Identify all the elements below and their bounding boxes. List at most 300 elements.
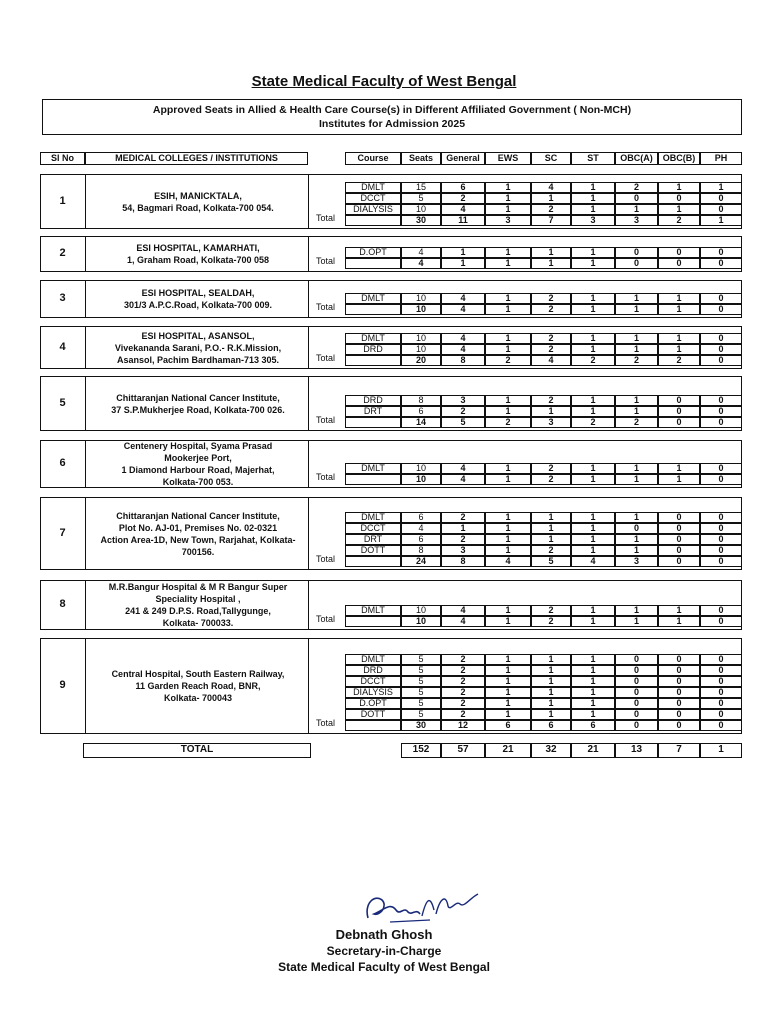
column-divider (308, 376, 309, 431)
course-row (345, 534, 742, 545)
cell-st: 1 (571, 344, 615, 355)
cell-ph: 0 (700, 293, 742, 304)
cell-course: DRD (345, 665, 401, 676)
total-cell-obc-b: 0 (658, 258, 700, 269)
total-cell-st: 2 (571, 417, 615, 428)
institution-name-line: Plot No. AJ-01, Premises No. 02-0321 (118, 522, 278, 533)
total-cell-sc: 2 (531, 304, 571, 315)
cell-course: DOTT (345, 709, 401, 720)
cell-obc-b: 1 (658, 463, 700, 474)
total-cell-ph: 0 (700, 616, 742, 627)
total-label: Total (316, 718, 336, 728)
course-row (345, 395, 742, 406)
cell-course: DIALYSIS (345, 204, 401, 215)
cell-obc-a: 0 (615, 523, 658, 534)
total-cell-general: 5 (441, 417, 485, 428)
cell-obc-b: 0 (658, 193, 700, 204)
cell-general: 4 (441, 204, 485, 215)
total-cell-seats: 20 (401, 355, 441, 366)
total-cell-obc-a: 2 (615, 355, 658, 366)
total-cell-obc-b: 2 (658, 355, 700, 366)
cell-obc-a: 0 (615, 654, 658, 665)
total-row (345, 474, 742, 485)
grand-total-seats: 152 (401, 743, 441, 758)
cell-ews: 1 (485, 344, 531, 355)
cell-obc-b: 1 (658, 344, 700, 355)
serial-number: 7 (59, 526, 66, 539)
total-cell-st: 3 (571, 215, 615, 226)
cell-seats: 4 (401, 247, 441, 258)
course-row (345, 182, 742, 193)
course-row (345, 247, 742, 258)
header-course: Course (345, 152, 401, 165)
column-divider (85, 638, 86, 734)
cell-course: DMLT (345, 293, 401, 304)
column-divider (308, 326, 309, 369)
column-divider (308, 174, 309, 229)
total-label: Total (316, 554, 336, 564)
cell-ph: 1 (700, 182, 742, 193)
cell-st: 1 (571, 293, 615, 304)
total-cell-obc-a: 0 (615, 258, 658, 269)
cell-ews: 1 (485, 512, 531, 523)
total-label: Total (316, 256, 336, 266)
cell-obc-a: 0 (615, 193, 658, 204)
total-label: Total (316, 353, 336, 363)
cell-obc-a: 1 (615, 512, 658, 523)
course-row (345, 523, 742, 534)
institution-name-line: Kolkata- 700043 (163, 693, 233, 703)
total-cell-obc-b: 0 (658, 556, 700, 567)
cell-ews: 1 (485, 293, 531, 304)
total-cell-general: 4 (441, 616, 485, 627)
cell-course (345, 556, 401, 567)
cell-ews: 1 (485, 406, 531, 417)
total-cell-sc: 5 (531, 556, 571, 567)
cell-obc-a: 0 (615, 687, 658, 698)
institution-name-line: 37 S.P.Mukherjee Road, Kolkata-700 026. (111, 404, 285, 415)
cell-obc-a: 1 (615, 204, 658, 215)
serial-number: 8 (59, 598, 66, 610)
cell-seats: 8 (401, 545, 441, 556)
course-row (345, 605, 742, 616)
cell-ph: 0 (700, 665, 742, 676)
cell-ews: 1 (485, 463, 531, 474)
total-cell-seats: 10 (401, 616, 441, 627)
header-obc-a: OBC(A) (615, 152, 658, 165)
total-cell-ph: 0 (700, 556, 742, 567)
institution-name-line: Mookerjee Port, (164, 453, 232, 463)
cell-seats: 10 (401, 204, 441, 215)
cell-seats: 15 (401, 182, 441, 193)
cell-sc: 2 (531, 463, 571, 474)
cell-ews: 1 (485, 182, 531, 193)
total-cell-ews: 2 (485, 417, 531, 428)
cell-obc-b: 0 (658, 687, 700, 698)
header-seats: Seats (401, 152, 441, 165)
cell-obc-b: 1 (658, 605, 700, 616)
total-cell-general: 4 (441, 474, 485, 485)
cell-course: DCCT (345, 676, 401, 687)
cell-course (345, 474, 401, 485)
total-cell-seats: 10 (401, 304, 441, 315)
cell-ph: 0 (700, 406, 742, 417)
institution-name-line: ESI HOSPITAL, KAMARHATI, (136, 243, 260, 253)
total-row (345, 258, 742, 269)
total-row (345, 720, 742, 731)
cell-general: 2 (441, 665, 485, 676)
total-cell-sc: 4 (531, 355, 571, 366)
total-cell-seats: 4 (401, 258, 441, 269)
cell-seats: 5 (401, 698, 441, 709)
column-divider (85, 580, 86, 630)
cell-ph: 0 (700, 344, 742, 355)
total-cell-general: 8 (441, 556, 485, 567)
header-general: General (441, 152, 485, 165)
course-row (345, 709, 742, 720)
cell-general: 2 (441, 193, 485, 204)
cell-obc-b: 0 (658, 665, 700, 676)
grand-total-obc-a: 13 (615, 743, 658, 758)
cell-st: 1 (571, 204, 615, 215)
total-cell-st: 1 (571, 474, 615, 485)
grand-total-st: 21 (571, 743, 615, 758)
total-cell-general: 1 (441, 258, 485, 269)
cell-ews: 1 (485, 523, 531, 534)
cell-ph: 0 (700, 333, 742, 344)
cell-course (345, 258, 401, 269)
cell-sc: 1 (531, 687, 571, 698)
cell-st: 1 (571, 463, 615, 474)
cell-st: 1 (571, 654, 615, 665)
institution-name-line: Centenery Hospital, Syama Prasad (123, 441, 273, 451)
cell-obc-b: 0 (658, 709, 700, 720)
cell-ph: 0 (700, 687, 742, 698)
cell-obc-b: 1 (658, 293, 700, 304)
column-divider (308, 497, 309, 570)
total-row (345, 556, 742, 567)
cell-general: 4 (441, 293, 485, 304)
cell-obc-a: 1 (615, 344, 658, 355)
column-divider (85, 376, 86, 431)
total-cell-seats: 14 (401, 417, 441, 428)
cell-obc-b: 1 (658, 204, 700, 215)
cell-general: 2 (441, 698, 485, 709)
header-institutions: MEDICAL COLLEGES / INSTITUTIONS (85, 152, 308, 165)
cell-course: DMLT (345, 654, 401, 665)
total-row (345, 215, 742, 226)
total-cell-ews: 4 (485, 556, 531, 567)
cell-ews: 1 (485, 545, 531, 556)
cell-obc-b: 0 (658, 676, 700, 687)
header-ews: EWS (485, 152, 531, 165)
total-cell-st: 1 (571, 258, 615, 269)
total-label: Total (316, 302, 336, 312)
cell-obc-a: 0 (615, 698, 658, 709)
cell-general: 4 (441, 605, 485, 616)
cell-general: 4 (441, 344, 485, 355)
cell-obc-b: 0 (658, 534, 700, 545)
cell-course: DMLT (345, 182, 401, 193)
institution-name-line: Speciality Hospital , (155, 594, 241, 604)
institution-name (88, 581, 308, 629)
course-row (345, 654, 742, 665)
cell-st: 1 (571, 182, 615, 193)
total-row (345, 355, 742, 366)
cell-ph: 0 (700, 523, 742, 534)
cell-seats: 10 (401, 605, 441, 616)
column-divider (85, 326, 86, 369)
course-row (345, 687, 742, 698)
page-title: State Medical Faculty of West Bengal (251, 73, 517, 90)
cell-general: 3 (441, 545, 485, 556)
total-cell-ph: 0 (700, 258, 742, 269)
total-cell-obc-a: 1 (615, 616, 658, 627)
total-row (345, 417, 742, 428)
cell-course: D.OPT (345, 247, 401, 258)
grand-total-general: 57 (441, 743, 485, 758)
cell-ph: 0 (700, 545, 742, 556)
cell-general: 3 (441, 395, 485, 406)
cell-ews: 1 (485, 333, 531, 344)
cell-st: 1 (571, 665, 615, 676)
cell-sc: 1 (531, 247, 571, 258)
total-cell-ph: 0 (700, 304, 742, 315)
institution-name-line: 1 Diamond Harbour Road, Majerhat, (121, 465, 275, 475)
cell-obc-b: 0 (658, 512, 700, 523)
serial-number: 9 (59, 679, 66, 691)
total-cell-st: 4 (571, 556, 615, 567)
cell-sc: 2 (531, 605, 571, 616)
course-row (345, 512, 742, 523)
total-label: Total (316, 614, 336, 624)
cell-course (345, 355, 401, 366)
cell-st: 1 (571, 605, 615, 616)
total-cell-ews: 2 (485, 355, 531, 366)
subtitle-line-1: Approved Seats in Allied & Health Care Course(s) in Different Affiliated Government ( Non-MCH) (152, 104, 632, 116)
cell-st: 1 (571, 395, 615, 406)
course-row (345, 344, 742, 355)
cell-seats: 10 (401, 344, 441, 355)
total-cell-sc: 2 (531, 474, 571, 485)
total-cell-ph: 0 (700, 417, 742, 428)
cell-st: 1 (571, 676, 615, 687)
cell-obc-b: 0 (658, 654, 700, 665)
cell-course (345, 417, 401, 428)
cell-course: DMLT (345, 512, 401, 523)
cell-seats: 10 (401, 333, 441, 344)
cell-sc: 1 (531, 193, 571, 204)
cell-obc-a: 1 (615, 534, 658, 545)
institution-name-line: 11 Garden Reach Road, BNR, (135, 681, 261, 691)
serial-number: 5 (59, 396, 66, 409)
cell-ph: 0 (700, 605, 742, 616)
cell-sc: 1 (531, 534, 571, 545)
grand-total-ews: 21 (485, 743, 531, 758)
total-cell-general: 11 (441, 215, 485, 226)
total-cell-general: 4 (441, 304, 485, 315)
cell-seats: 6 (401, 512, 441, 523)
cell-course: DRT (345, 534, 401, 545)
cell-seats: 10 (401, 463, 441, 474)
cell-course (345, 304, 401, 315)
institution-name-line: Central Hospital, South Eastern Railway, (111, 669, 285, 679)
institution-name-line: ESI HOSPITAL, ASANSOL, (141, 330, 255, 341)
course-row (345, 665, 742, 676)
cell-general: 2 (441, 406, 485, 417)
institution-name (88, 190, 308, 214)
handwritten-signature (360, 880, 490, 930)
total-row (345, 616, 742, 627)
total-cell-sc: 2 (531, 616, 571, 627)
signatory-role: Secretary-in-Charge (326, 944, 442, 958)
cell-seats: 5 (401, 665, 441, 676)
institution-name-line: Chittaranjan National Cancer Institute, (116, 510, 280, 521)
cell-general: 4 (441, 463, 485, 474)
cell-st: 1 (571, 709, 615, 720)
total-cell-obc-a: 0 (615, 720, 658, 731)
total-cell-ph: 0 (700, 720, 742, 731)
cell-general: 1 (441, 247, 485, 258)
cell-general: 2 (441, 512, 485, 523)
cell-general: 2 (441, 687, 485, 698)
cell-obc-a: 0 (615, 709, 658, 720)
cell-ph: 0 (700, 654, 742, 665)
cell-seats: 4 (401, 523, 441, 534)
institution-name (88, 287, 308, 311)
cell-obc-a: 1 (615, 463, 658, 474)
cell-obc-a: 1 (615, 333, 658, 344)
cell-course: DMLT (345, 605, 401, 616)
cell-ph: 0 (700, 395, 742, 406)
cell-ews: 1 (485, 193, 531, 204)
subtitle-line-2: Institutes for Admission 2025 (318, 118, 466, 130)
cell-ph: 0 (700, 204, 742, 215)
cell-ews: 1 (485, 654, 531, 665)
cell-seats: 5 (401, 676, 441, 687)
total-cell-seats: 30 (401, 215, 441, 226)
cell-ews: 1 (485, 687, 531, 698)
cell-ews: 1 (485, 709, 531, 720)
serial-number: 4 (59, 340, 66, 353)
cell-st: 1 (571, 534, 615, 545)
cell-course: DRD (345, 344, 401, 355)
cell-ph: 0 (700, 193, 742, 204)
total-cell-obc-b: 0 (658, 417, 700, 428)
column-divider (308, 440, 309, 488)
course-row (345, 406, 742, 417)
institution-name-line: Chittaranjan National Cancer Institute, (116, 392, 280, 403)
serial-number: 2 (59, 247, 66, 259)
cell-sc: 4 (531, 182, 571, 193)
course-row (345, 333, 742, 344)
grand-total-obc-b: 7 (658, 743, 700, 758)
header-st: ST (571, 152, 615, 165)
cell-sc: 1 (531, 512, 571, 523)
institution-name (88, 392, 308, 416)
total-cell-ews: 6 (485, 720, 531, 731)
total-cell-ph: 1 (700, 215, 742, 226)
cell-seats: 5 (401, 709, 441, 720)
cell-obc-a: 0 (615, 247, 658, 258)
cell-ews: 1 (485, 247, 531, 258)
course-row (345, 193, 742, 204)
total-cell-obc-b: 1 (658, 616, 700, 627)
institution-name-line: M.R.Bangur Hospital & M R Bangur Super (108, 582, 288, 592)
header-obc-b: OBC(B) (658, 152, 700, 165)
cell-general: 2 (441, 654, 485, 665)
subtitle-box (42, 99, 742, 135)
cell-st: 1 (571, 333, 615, 344)
total-cell-st: 1 (571, 304, 615, 315)
total-cell-st: 2 (571, 355, 615, 366)
total-cell-seats: 24 (401, 556, 441, 567)
total-cell-ews: 1 (485, 258, 531, 269)
cell-sc: 1 (531, 665, 571, 676)
column-divider (308, 280, 309, 318)
institution-name-line: Kolkata- 700033. (162, 618, 234, 628)
cell-sc: 1 (531, 523, 571, 534)
cell-seats: 5 (401, 654, 441, 665)
total-cell-ews: 1 (485, 304, 531, 315)
cell-ews: 1 (485, 698, 531, 709)
cell-course: DCCT (345, 193, 401, 204)
total-cell-sc: 3 (531, 417, 571, 428)
column-divider (308, 638, 309, 734)
cell-obc-a: 0 (615, 676, 658, 687)
total-cell-obc-a: 1 (615, 474, 658, 485)
cell-ews: 1 (485, 665, 531, 676)
cell-general: 2 (441, 709, 485, 720)
institution-name-line: 1, Graham Road, Kolkata-700 058 (126, 255, 270, 265)
institution-name-line: ESI HOSPITAL, SEALDAH, (141, 288, 255, 298)
total-cell-obc-b: 1 (658, 304, 700, 315)
cell-obc-b: 0 (658, 545, 700, 556)
cell-general: 6 (441, 182, 485, 193)
cell-obc-b: 0 (658, 406, 700, 417)
cell-sc: 2 (531, 395, 571, 406)
total-cell-ph: 0 (700, 355, 742, 366)
serial-number: 6 (59, 457, 66, 469)
cell-course: DIALYSIS (345, 687, 401, 698)
cell-obc-b: 0 (658, 395, 700, 406)
cell-course: DMLT (345, 333, 401, 344)
grand-total-label: TOTAL (83, 743, 311, 758)
institution-name-line: Kolkata-700 053. (162, 477, 234, 487)
course-row (345, 545, 742, 556)
cell-course: D.OPT (345, 698, 401, 709)
total-row (345, 304, 742, 315)
institution-name-line: 301/3 A.P.C.Road, Kolkata-700 009. (123, 300, 273, 310)
cell-ph: 0 (700, 463, 742, 474)
cell-obc-a: 2 (615, 182, 658, 193)
signatory-organization: State Medical Faculty of West Bengal (278, 960, 490, 974)
total-cell-obc-b: 1 (658, 474, 700, 485)
cell-ph: 0 (700, 534, 742, 545)
institution-name-line: 54, Bagmari Road, Kolkata-700 054. (122, 202, 274, 213)
cell-obc-a: 1 (615, 605, 658, 616)
cell-seats: 5 (401, 193, 441, 204)
cell-st: 1 (571, 406, 615, 417)
cell-obc-a: 1 (615, 395, 658, 406)
column-divider (85, 174, 86, 229)
total-cell-general: 12 (441, 720, 485, 731)
cell-ews: 1 (485, 395, 531, 406)
cell-seats: 6 (401, 406, 441, 417)
cell-seats: 8 (401, 395, 441, 406)
cell-st: 1 (571, 698, 615, 709)
total-cell-ews: 3 (485, 215, 531, 226)
